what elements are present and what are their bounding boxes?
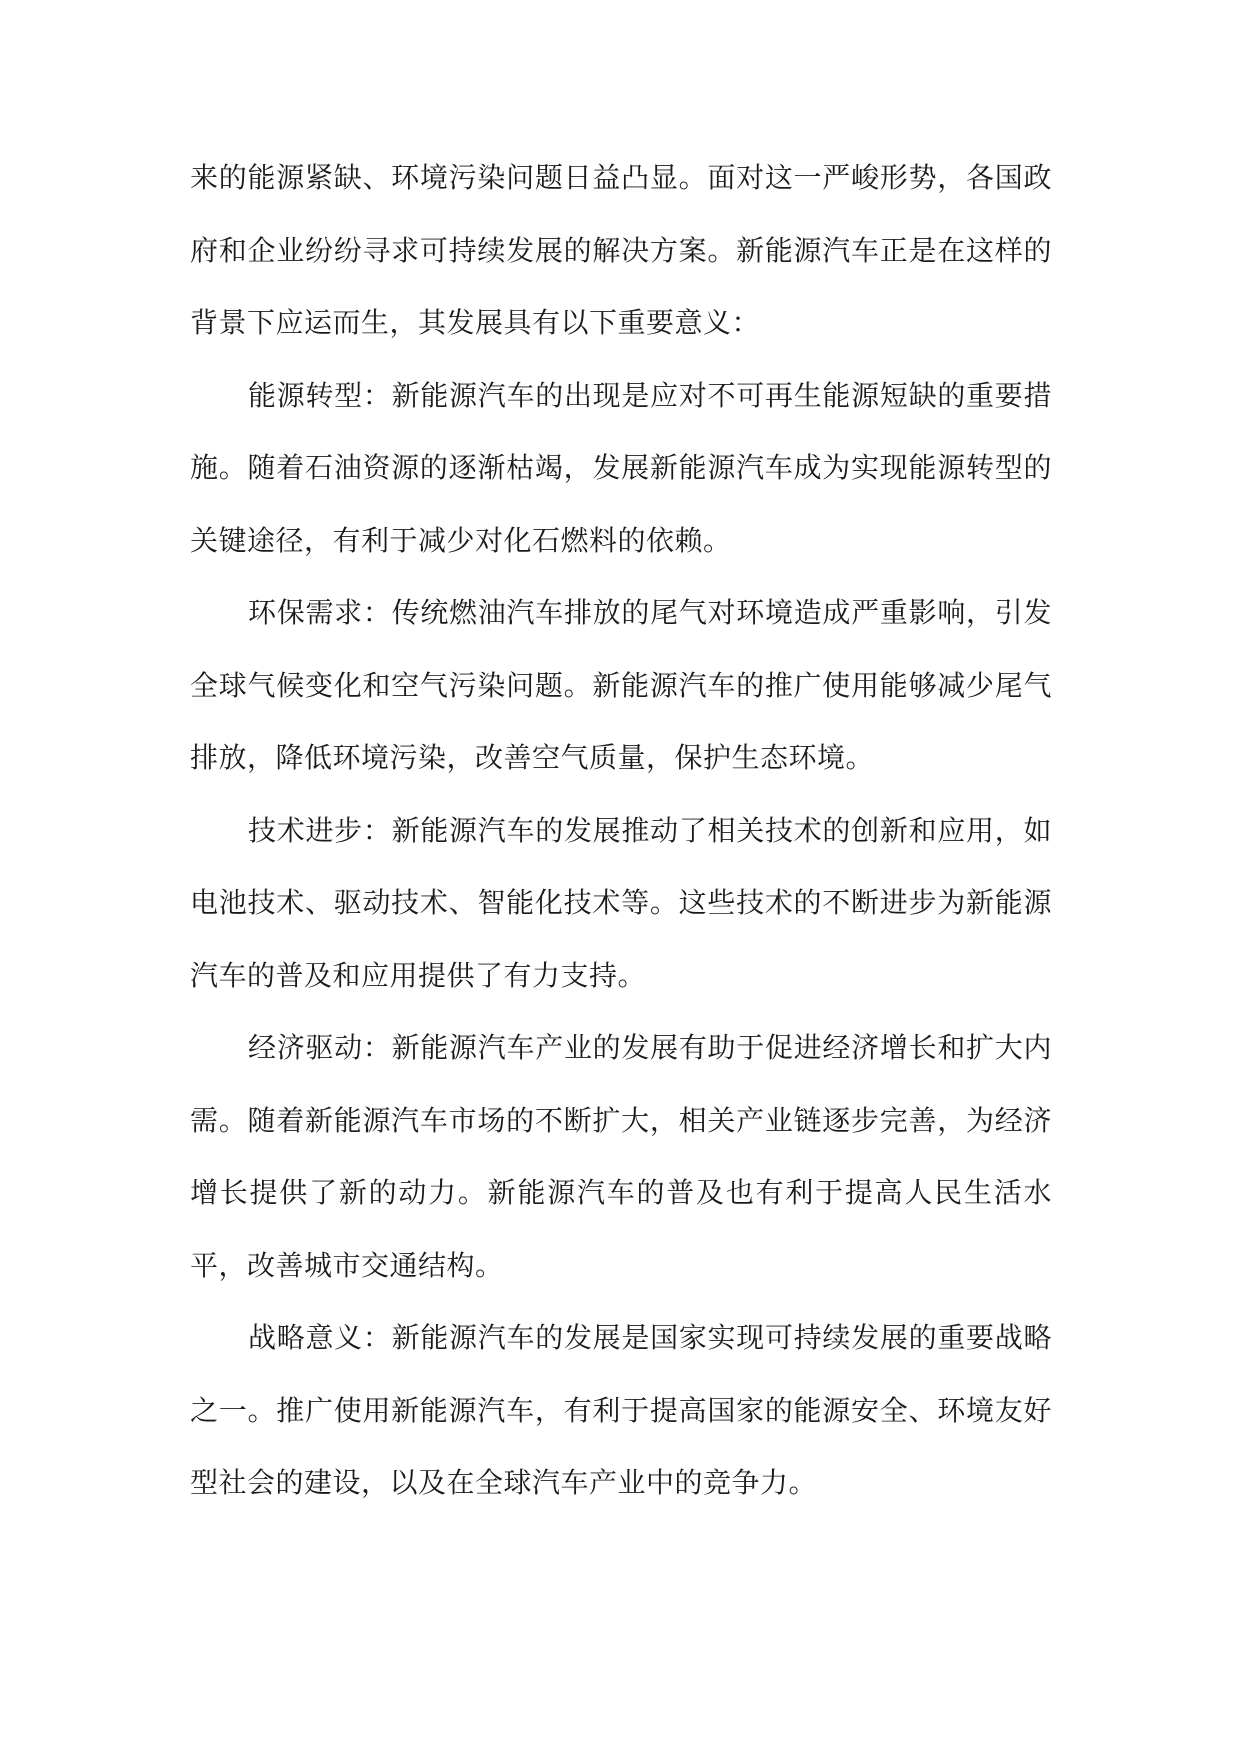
paragraph-economic-drive: 经济驱动：新能源汽车产业的发展有助于促进经济增长和扩大内需。随着新能源汽车市场的不断扩大，相关产业链逐步完善，为经济增长提供了新的动力。新能源汽车的普及也有利于提高人民生活水平，改善城市交通结构。 — [190, 1031, 1052, 1282]
document-body — [190, 142, 1052, 1520]
paragraph-technology-progress: 技术进步：新能源汽车的发展推动了相关技术的创新和应用，如电池技术、驱动技术、智能化技术等。这些技术的不断进步为新能源汽车的普及和应用提供了有力支持。 — [190, 813, 1052, 992]
paragraph-continuation: 来的能源紧缺、环境污染问题日益凸显。面对这一严峻形势，各国政府和企业纷纷寻求可持续发展的解决方案。新能源汽车正是在这样的背景下应运而生，其发展具有以下重要意义： — [190, 161, 1052, 339]
paragraph-energy-transition: 能源转型：新能源汽车的出现是应对不可再生能源短缺的重要措施。随着石油资源的逐渐枯竭，发展新能源汽车成为实现能源转型的关键途径，有利于减少对化石燃料的依赖。 — [190, 378, 1052, 557]
paragraph-environmental-needs: 环保需求：传统燃油汽车排放的尾气对环境造成严重影响，引发全球气候变化和空气污染问题。新能源汽车的推广使用能够减少尾气排放，降低环境污染，改善空气质量，保护生态环境。 — [190, 596, 1052, 774]
paragraph-strategic-significance: 战略意义：新能源汽车的发展是国家实现可持续发展的重要战略之一。推广使用新能源汽车，有利于提高国家的能源安全、环境友好型社会的建设，以及在全球汽车产业中的竞争力。 — [190, 1321, 1052, 1499]
